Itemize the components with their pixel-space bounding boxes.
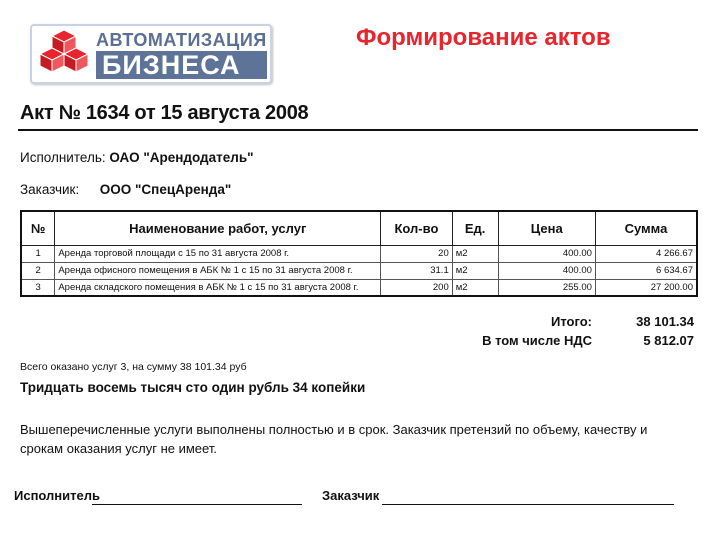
vat-value: 5 812.07 [643,333,694,348]
row-name: Аренда торговой площади с 15 по 31 августа 2008 г. [55,245,381,262]
sign-executor-label: Исполнитель [14,488,100,503]
row-unit: м2 [452,279,498,296]
row-price: 400.00 [498,245,595,262]
logo-text [96,29,267,79]
customer-value: ООО "СпецАренда" [99,182,232,197]
table-row [21,245,697,262]
row-qty: 20 [381,245,453,262]
vat-row [482,333,694,352]
slide-title: Формирование актов [356,24,611,51]
total-label: Итого: [551,314,592,329]
row-sum: 4 266.67 [595,245,697,262]
company-logo [30,24,272,84]
col-header-number: № [21,211,55,245]
row-number: 2 [21,262,55,279]
row-sum: 6 634.67 [595,262,697,279]
row-unit: м2 [452,245,498,262]
total-row [482,314,694,333]
row-number: 3 [21,279,55,296]
document-title: Акт № 1634 от 15 августа 2008 [20,102,309,124]
total-value: 38 101.34 [636,314,694,329]
customer-line [20,182,231,197]
row-qty: 200 [381,279,453,296]
summary-line: Всего оказано услуг 3, на сумму 38 101.34 руб [20,361,247,373]
act-document [10,98,700,540]
row-unit: м2 [452,262,498,279]
row-price: 255.00 [498,279,595,296]
executor-label: Исполнитель: [20,150,106,165]
sign-customer-label: Заказчик [322,488,380,503]
services-table [20,210,698,297]
row-price: 400.00 [498,262,595,279]
title-divider [18,129,698,131]
customer-label: Заказчик: [20,182,80,197]
col-header-price: Цена [498,211,595,245]
cubes-logo-icon [36,26,92,82]
row-name: Аренда офисного помещения в АБК № 1 с 15 по 31 августа 2008 г. [55,262,381,279]
col-header-qty: Кол-во [381,211,453,245]
sign-customer-line [382,504,674,505]
row-qty: 31.1 [381,262,453,279]
row-name: Аренда складского помещения в АБК № 1 с 15 по 31 августа 2008 г. [55,279,381,296]
sign-executor-line [92,504,302,505]
logo-line2: БИЗНЕСА [96,51,267,79]
row-number: 1 [21,245,55,262]
row-sum: 27 200.00 [595,279,697,296]
totals-block [482,314,694,352]
vat-label: В том числе НДС [482,333,592,348]
table-row [21,279,697,296]
executor-line [20,150,254,165]
summary-in-words: Тридцать восемь тысяч сто один рубль 34 копейки [20,380,366,395]
table-row [21,262,697,279]
col-header-unit: Ед. [452,211,498,245]
col-header-name: Наименование работ, услуг [55,211,381,245]
col-header-sum: Сумма [595,211,697,245]
logo-line1: АВТОМАТИЗАЦИЯ [96,30,267,50]
executor-value: ОАО "Арендодатель" [109,150,254,165]
table-header-row [21,211,697,245]
acceptance-note: Вышеперечисленные услуги выполнены полностью и в срок. Заказчик претензий по объему, качеству и срокам оказания услуг не имеет. [20,422,648,456]
